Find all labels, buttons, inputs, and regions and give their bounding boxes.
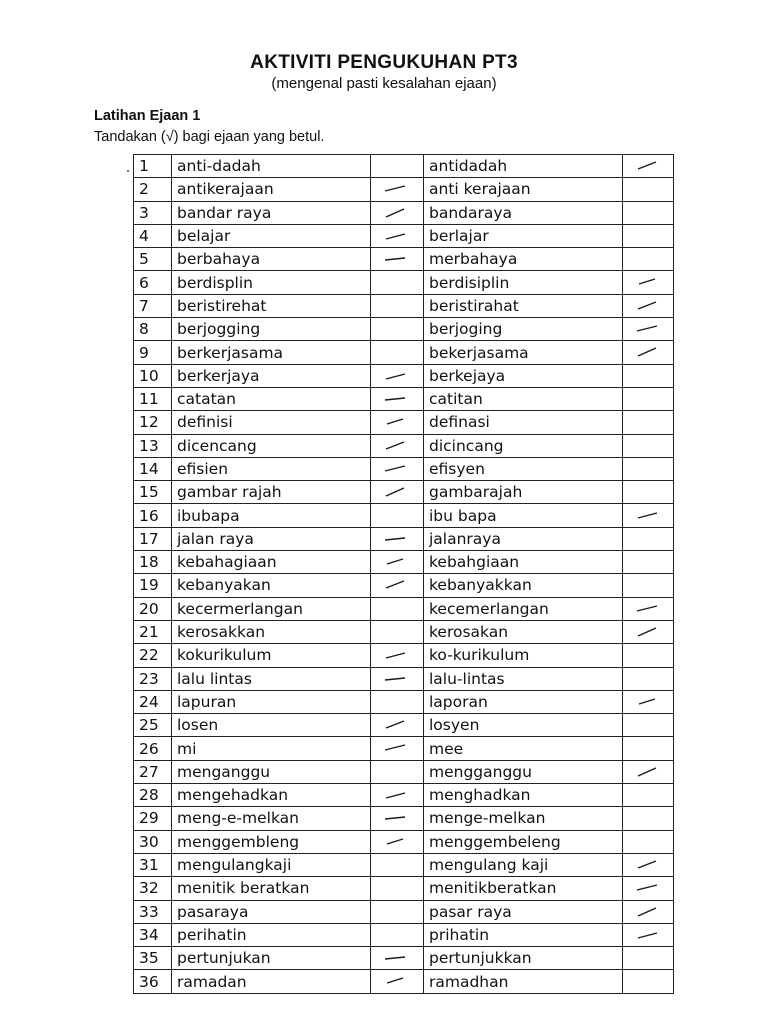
table-row xyxy=(134,667,674,690)
tick-box-b xyxy=(623,411,674,434)
tick-box-b xyxy=(623,947,674,970)
spelling-option-b: mee xyxy=(424,737,623,760)
tick-box-b xyxy=(623,481,674,504)
table-row xyxy=(134,457,674,480)
tick-box-b xyxy=(623,760,674,783)
row-number: 6 xyxy=(134,271,172,294)
tick-box-b xyxy=(623,434,674,457)
spelling-option-a: beristirehat xyxy=(172,294,371,317)
tick-mark-icon xyxy=(384,416,406,427)
tick-box-b xyxy=(623,853,674,876)
spelling-option-b: jalanraya xyxy=(424,527,623,550)
tick-mark-icon xyxy=(384,253,406,264)
tick-box-a xyxy=(371,667,424,690)
spelling-option-a: losen xyxy=(172,714,371,737)
spelling-option-a: kebanyakan xyxy=(172,574,371,597)
tick-mark-icon xyxy=(384,533,406,544)
spelling-option-b: kebahgiaan xyxy=(424,551,623,574)
tick-box-a xyxy=(371,294,424,317)
row-number: 11 xyxy=(134,387,172,410)
spelling-option-b: anti kerajaan xyxy=(424,178,623,201)
table-row xyxy=(134,714,674,737)
spelling-option-a: jalan raya xyxy=(172,527,371,550)
spelling-option-a: ibubapa xyxy=(172,504,371,527)
spelling-option-b: menghadkan xyxy=(424,784,623,807)
spelling-option-b: prihatin xyxy=(424,923,623,946)
tick-box-b xyxy=(623,807,674,830)
tick-box-b xyxy=(623,201,674,224)
spelling-option-a: menggembleng xyxy=(172,830,371,853)
spelling-option-b: gambarajah xyxy=(424,481,623,504)
row-number: 28 xyxy=(134,784,172,807)
spelling-option-a: berbahaya xyxy=(172,248,371,271)
spelling-option-b: dicincang xyxy=(424,434,623,457)
tick-box-a xyxy=(371,830,424,853)
spelling-option-b: bekerjasama xyxy=(424,341,623,364)
table-row xyxy=(134,574,674,597)
row-number: 35 xyxy=(134,947,172,970)
table-row xyxy=(134,597,674,620)
tick-mark-icon xyxy=(384,789,406,800)
table-row xyxy=(134,877,674,900)
tick-box-a xyxy=(371,527,424,550)
row-number: 14 xyxy=(134,457,172,480)
row-number: 15 xyxy=(134,481,172,504)
tick-box-a xyxy=(371,784,424,807)
spelling-option-a: antikerajaan xyxy=(172,178,371,201)
row-number: 32 xyxy=(134,877,172,900)
tick-mark-icon xyxy=(384,952,406,963)
spelling-option-a: ramadan xyxy=(172,970,371,993)
spelling-option-b: menitikberatkan xyxy=(424,877,623,900)
tick-box-b xyxy=(623,271,674,294)
spelling-option-a: menganggu xyxy=(172,760,371,783)
row-number: 29 xyxy=(134,807,172,830)
tick-mark-icon xyxy=(636,696,658,707)
spelling-option-b: ko-kurikulum xyxy=(424,644,623,667)
table-row xyxy=(134,201,674,224)
tick-mark-icon xyxy=(636,766,658,777)
tick-mark-icon xyxy=(636,300,658,311)
spelling-option-a: anti-dadah xyxy=(172,155,371,178)
tick-box-a xyxy=(371,853,424,876)
spelling-option-a: definisi xyxy=(172,411,371,434)
row-number: 27 xyxy=(134,760,172,783)
tick-mark-icon xyxy=(636,160,658,171)
row-number: 25 xyxy=(134,714,172,737)
row-number: 17 xyxy=(134,527,172,550)
spelling-option-a: kokurikulum xyxy=(172,644,371,667)
tick-box-b xyxy=(623,667,674,690)
spelling-option-b: berdisiplin xyxy=(424,271,623,294)
table-row xyxy=(134,271,674,294)
tick-box-b xyxy=(623,457,674,480)
spelling-option-b: pasar raya xyxy=(424,900,623,923)
table-row xyxy=(134,504,674,527)
row-number: 24 xyxy=(134,690,172,713)
tick-box-b xyxy=(623,551,674,574)
tick-box-b xyxy=(623,923,674,946)
table-row xyxy=(134,341,674,364)
row-number: 10 xyxy=(134,364,172,387)
spelling-option-a: pasaraya xyxy=(172,900,371,923)
tick-box-a xyxy=(371,923,424,946)
tick-box-b xyxy=(623,784,674,807)
tick-box-b xyxy=(623,155,674,178)
row-number: 22 xyxy=(134,644,172,667)
tick-box-a xyxy=(371,970,424,993)
table-row xyxy=(134,434,674,457)
spelling-option-a: menitik beratkan xyxy=(172,877,371,900)
tick-box-a xyxy=(371,411,424,434)
tick-box-b xyxy=(623,620,674,643)
table-row xyxy=(134,620,674,643)
spelling-option-a: catatan xyxy=(172,387,371,410)
table-row xyxy=(134,900,674,923)
tick-box-a xyxy=(371,155,424,178)
spelling-option-b: kecemerlangan xyxy=(424,597,623,620)
row-number: 31 xyxy=(134,853,172,876)
tick-mark-icon xyxy=(384,742,406,753)
tick-box-a xyxy=(371,900,424,923)
table-row xyxy=(134,737,674,760)
spelling-option-a: efisien xyxy=(172,457,371,480)
row-number: 23 xyxy=(134,667,172,690)
tick-box-a xyxy=(371,178,424,201)
spelling-option-b: definasi xyxy=(424,411,623,434)
table-row xyxy=(134,970,674,993)
tick-mark-icon xyxy=(384,230,406,241)
row-number: 1 xyxy=(134,155,172,178)
tick-box-b xyxy=(623,364,674,387)
table-row xyxy=(134,387,674,410)
exercise-heading: Latihan Ejaan 1 xyxy=(94,108,201,124)
spelling-option-b: efisyen xyxy=(424,457,623,480)
row-number: 13 xyxy=(134,434,172,457)
tick-mark-icon xyxy=(636,626,658,637)
tick-box-a xyxy=(371,714,424,737)
tick-mark-icon xyxy=(384,649,406,660)
table-row xyxy=(134,411,674,434)
spelling-option-a: kebahagiaan xyxy=(172,551,371,574)
tick-box-a xyxy=(371,551,424,574)
spelling-option-b: beristirahat xyxy=(424,294,623,317)
tick-box-a xyxy=(371,341,424,364)
spelling-option-a: pertunjukan xyxy=(172,947,371,970)
spelling-option-b: ramadhan xyxy=(424,970,623,993)
tick-box-a xyxy=(371,807,424,830)
spelling-option-b: bandaraya xyxy=(424,201,623,224)
tick-box-b xyxy=(623,574,674,597)
tick-box-b xyxy=(623,504,674,527)
tick-mark-icon xyxy=(384,812,406,823)
tick-box-b xyxy=(623,690,674,713)
table-row xyxy=(134,644,674,667)
table-row xyxy=(134,318,674,341)
tick-mark-icon xyxy=(384,207,406,218)
tick-box-b xyxy=(623,900,674,923)
tick-box-b xyxy=(623,224,674,247)
spelling-option-b: merbahaya xyxy=(424,248,623,271)
table-row xyxy=(134,760,674,783)
table-row xyxy=(134,155,674,178)
tick-box-a xyxy=(371,434,424,457)
spelling-option-a: mi xyxy=(172,737,371,760)
tick-box-b xyxy=(623,970,674,993)
tick-box-b xyxy=(623,597,674,620)
tick-mark-icon xyxy=(384,463,406,474)
spelling-option-b: berkejaya xyxy=(424,364,623,387)
tick-box-a xyxy=(371,457,424,480)
tick-mark-icon xyxy=(384,673,406,684)
tick-mark-icon xyxy=(384,393,406,404)
tick-mark-icon xyxy=(384,486,406,497)
tick-box-a xyxy=(371,224,424,247)
tick-mark-icon xyxy=(636,906,658,917)
row-number: 7 xyxy=(134,294,172,317)
tick-box-b xyxy=(623,737,674,760)
table-row xyxy=(134,551,674,574)
tick-mark-icon xyxy=(384,556,406,567)
table-row xyxy=(134,923,674,946)
tick-mark-icon xyxy=(636,882,658,893)
tick-box-b xyxy=(623,830,674,853)
table-row xyxy=(134,294,674,317)
row-number: 21 xyxy=(134,620,172,643)
tick-box-a xyxy=(371,364,424,387)
row-number: 12 xyxy=(134,411,172,434)
tick-box-b xyxy=(623,341,674,364)
tick-box-a xyxy=(371,504,424,527)
spelling-option-b: berjoging xyxy=(424,318,623,341)
table-row xyxy=(134,364,674,387)
spelling-option-b: lalu-lintas xyxy=(424,667,623,690)
spelling-option-a: berjogging xyxy=(172,318,371,341)
worksheet-subtitle: (mengenal pasti kesalahan ejaan) xyxy=(271,75,497,92)
spelling-option-b: catitan xyxy=(424,387,623,410)
spelling-option-b: laporan xyxy=(424,690,623,713)
exercise-instruction: Tandakan (√) bagi ejaan yang betul. xyxy=(94,129,325,145)
tick-box-a xyxy=(371,620,424,643)
tick-box-a xyxy=(371,877,424,900)
spelling-option-b: mengulang kaji xyxy=(424,853,623,876)
spelling-option-a: meng-e-melkan xyxy=(172,807,371,830)
row-number: 5 xyxy=(134,248,172,271)
table-row xyxy=(134,248,674,271)
tick-mark-icon xyxy=(636,323,658,334)
table-row xyxy=(134,481,674,504)
row-number: 8 xyxy=(134,318,172,341)
row-number: 18 xyxy=(134,551,172,574)
tick-box-b xyxy=(623,178,674,201)
spelling-option-a: perihatin xyxy=(172,923,371,946)
row-number: 3 xyxy=(134,201,172,224)
tick-mark-icon xyxy=(384,719,406,730)
spelling-table xyxy=(133,154,674,994)
row-number: 20 xyxy=(134,597,172,620)
tick-mark-icon xyxy=(384,975,406,986)
tick-box-a xyxy=(371,690,424,713)
spelling-option-a: gambar rajah xyxy=(172,481,371,504)
worksheet-title: AKTIVITI PENGUKUHAN PT3 xyxy=(250,52,518,73)
spelling-table-body xyxy=(134,155,674,994)
row-number: 4 xyxy=(134,224,172,247)
tick-box-a xyxy=(371,737,424,760)
spelling-option-b: kebanyakkan xyxy=(424,574,623,597)
spelling-option-b: mengganggu xyxy=(424,760,623,783)
tick-box-a xyxy=(371,248,424,271)
row-number: 16 xyxy=(134,504,172,527)
tick-box-a xyxy=(371,760,424,783)
row-number: 2 xyxy=(134,178,172,201)
tick-mark-icon xyxy=(384,579,406,590)
tick-mark-icon xyxy=(636,509,658,520)
spelling-option-b: antidadah xyxy=(424,155,623,178)
spelling-option-a: bandar raya xyxy=(172,201,371,224)
tick-box-a xyxy=(371,481,424,504)
tick-box-b xyxy=(623,877,674,900)
spelling-option-b: ibu bapa xyxy=(424,504,623,527)
row-number: 34 xyxy=(134,923,172,946)
spelling-option-a: kecermerlangan xyxy=(172,597,371,620)
spelling-option-a: mengulangkaji xyxy=(172,853,371,876)
tick-mark-icon xyxy=(384,370,406,381)
tick-mark-icon xyxy=(636,346,658,357)
stray-mark xyxy=(127,170,129,172)
tick-mark-icon xyxy=(384,183,406,194)
spelling-option-a: lalu lintas xyxy=(172,667,371,690)
tick-mark-icon xyxy=(636,276,658,287)
tick-mark-icon xyxy=(636,929,658,940)
table-row xyxy=(134,807,674,830)
tick-mark-icon xyxy=(384,440,406,451)
tick-box-a xyxy=(371,201,424,224)
spelling-option-b: berlajar xyxy=(424,224,623,247)
spelling-option-a: mengehadkan xyxy=(172,784,371,807)
spelling-option-a: kerosakkan xyxy=(172,620,371,643)
table-row xyxy=(134,947,674,970)
tick-box-b xyxy=(623,248,674,271)
tick-box-a xyxy=(371,271,424,294)
table-row xyxy=(134,690,674,713)
tick-box-a xyxy=(371,318,424,341)
table-row xyxy=(134,830,674,853)
row-number: 9 xyxy=(134,341,172,364)
row-number: 36 xyxy=(134,970,172,993)
spelling-option-a: belajar xyxy=(172,224,371,247)
row-number: 26 xyxy=(134,737,172,760)
row-number: 30 xyxy=(134,830,172,853)
spelling-option-b: menge-melkan xyxy=(424,807,623,830)
spelling-option-b: kerosakan xyxy=(424,620,623,643)
tick-box-b xyxy=(623,644,674,667)
tick-box-b xyxy=(623,527,674,550)
tick-box-b xyxy=(623,294,674,317)
spelling-option-a: berkerjasama xyxy=(172,341,371,364)
tick-mark-icon xyxy=(636,603,658,614)
row-number: 33 xyxy=(134,900,172,923)
table-row xyxy=(134,784,674,807)
spelling-option-a: berkerjaya xyxy=(172,364,371,387)
spelling-option-b: menggembeleng xyxy=(424,830,623,853)
table-row xyxy=(134,527,674,550)
tick-box-b xyxy=(623,387,674,410)
tick-box-a xyxy=(371,574,424,597)
tick-box-b xyxy=(623,714,674,737)
tick-mark-icon xyxy=(636,859,658,870)
tick-box-a xyxy=(371,597,424,620)
spelling-option-a: lapuran xyxy=(172,690,371,713)
tick-mark-icon xyxy=(384,836,406,847)
spelling-option-a: berdisplin xyxy=(172,271,371,294)
spelling-option-b: pertunjukkan xyxy=(424,947,623,970)
tick-box-a xyxy=(371,387,424,410)
table-row xyxy=(134,178,674,201)
row-number: 19 xyxy=(134,574,172,597)
table-row xyxy=(134,853,674,876)
spelling-option-b: losyen xyxy=(424,714,623,737)
tick-box-a xyxy=(371,947,424,970)
spelling-option-a: dicencang xyxy=(172,434,371,457)
tick-box-b xyxy=(623,318,674,341)
tick-box-a xyxy=(371,644,424,667)
table-row xyxy=(134,224,674,247)
